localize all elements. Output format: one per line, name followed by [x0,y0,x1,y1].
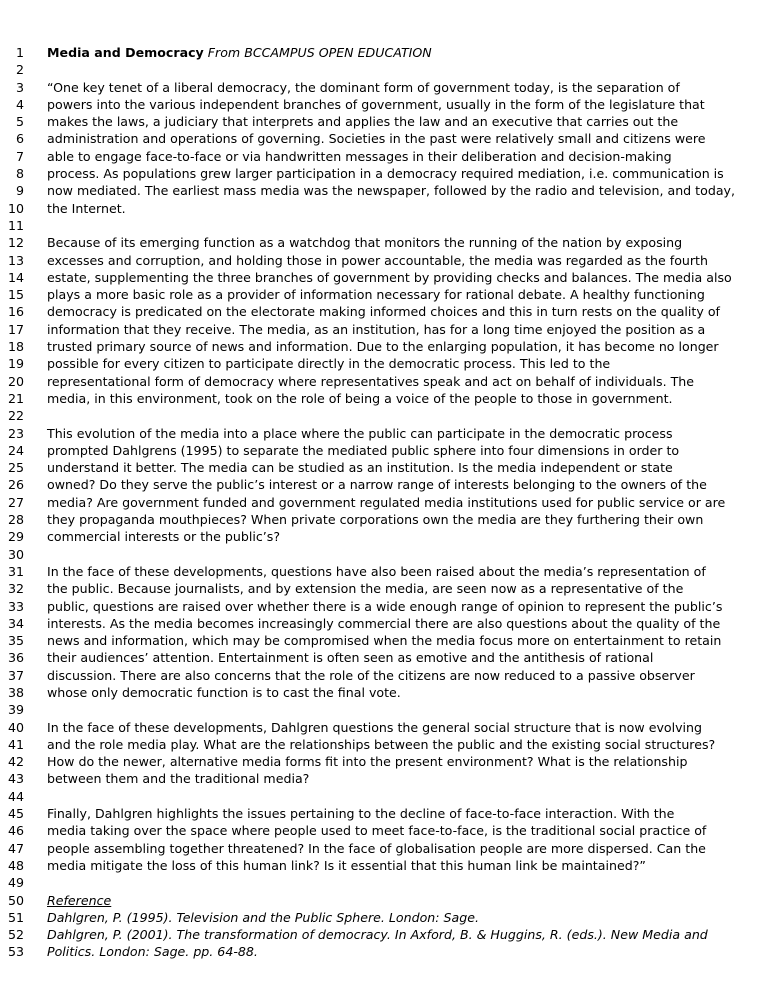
text-line [0,269,768,286]
text-run: information that they receive. The media, as an institution, has for a long time enjoyed the position as a [47,321,706,337]
text-run: From BCCAMPUS OPEN EDUCATION [207,45,432,60]
line-number: 38 [7,684,24,700]
text-run: between them and the traditional media? [47,771,310,787]
line-text [47,96,768,113]
text-run: Dahlgren, P. (2001). The transformation of democracy. In Axford, B. & Huggins, R. (eds.). New Media and [47,927,708,943]
text-run: interests. As the media becomes increasingly commercial there are also questions about the quality of the [47,615,721,631]
text-line [0,390,768,407]
text-line [0,805,768,822]
line-text [47,943,768,960]
text-run: estate, supplementing the three branches of government by providing checks and balances. The media also [47,269,732,285]
line-number: 10 [7,200,24,216]
text-line [0,79,768,96]
line-number: 9 [15,183,24,199]
line-number: 41 [7,736,24,752]
text-run: In the face of these developments, Dahlgren questions the general social structure that is now evolving [47,719,703,735]
line-text [47,130,768,147]
line-text [47,476,768,493]
text-line [0,182,768,199]
line-text [47,857,768,874]
line-number: 14 [7,269,24,285]
line-number: 27 [7,494,24,510]
line-number: 24 [7,442,24,458]
text-line [0,840,768,857]
text-line [0,130,768,147]
text-line [0,546,768,563]
text-line [0,476,768,493]
line-number: 17 [7,321,24,337]
text-run: representational form of democracy where representatives speak and act on behalf of individuals. The [47,373,695,389]
text-line [0,459,768,476]
text-run: makes the laws, a judiciary that interprets and applies the law and an executive that carries out the [47,114,679,130]
text-line [0,788,768,805]
text-run: their audiences’ attention. Entertainment is often seen as emotive and the antithesis of rational [47,650,654,666]
text-run: people assembling together threatened? In the face of globalisation people are more dispersed. Can the [47,840,706,856]
text-line [0,563,768,580]
line-number: 43 [7,771,24,787]
text-line [0,442,768,459]
line-text [47,165,768,182]
text-run: Finally, Dahlgren highlights the issues pertaining to the decline of face-to-face interaction. With the [47,806,675,822]
text-line [0,494,768,511]
text-run: “One key tenet of a liberal democracy, the dominant form of government today, is the separation of [47,79,680,95]
text-run: discussion. There are also concerns that the role of the citizens are now reduced to a passive observer [47,667,695,683]
text-line [0,511,768,528]
text-line [0,44,768,61]
line-text [47,459,768,476]
line-text [47,442,768,459]
text-run: the Internet. [47,200,126,216]
text-run: understand it better. The media can be studied as an institution. Is the media independent or state [47,460,673,476]
line-number: 47 [7,840,24,856]
text-run: the public. Because journalists, and by extension the media, are seen now as a representative of the [47,581,684,597]
text-run: prompted Dahlgrens (1995) to separate the mediated public sphere into four dimensions in order to [47,442,680,458]
text-run: media, in this environment, took on the role of being a voice of the people to those in government. [47,390,673,406]
line-number: 30 [7,546,24,562]
text-line [0,736,768,753]
text-run: administration and operations of governing. Societies in the past were relatively small and citizens were [47,131,706,147]
text-line [0,286,768,303]
line-text [47,234,768,251]
line-text [47,425,768,442]
line-number: 20 [7,373,24,389]
line-number: 15 [7,287,24,303]
text-line [0,822,768,839]
text-line [0,303,768,320]
line-text [47,494,768,511]
text-line [0,615,768,632]
text-run: excesses and corruption, and holding those in power accountable, the media was regarded as the fourth [47,252,708,268]
text-line [0,684,768,701]
line-number: 44 [7,788,24,804]
text-line [0,874,768,891]
line-number: 3 [15,79,24,95]
text-line [0,909,768,926]
text-run: possible for every citizen to participate directly in the democratic process. This led to the [47,356,611,372]
line-number: 29 [7,529,24,545]
line-text [47,563,768,580]
line-text [47,822,768,839]
line-text [47,321,768,338]
line-number: 18 [7,339,24,355]
text-run: media mitigate the loss of this human link? Is it essential that this human link be maintained?” [47,857,646,873]
text-run: they propaganda mouthpieces? When private corporations own the media are they furthering their own [47,512,704,528]
text-line [0,598,768,615]
text-line [0,113,768,130]
text-line [0,425,768,442]
text-line [0,719,768,736]
line-number: 31 [7,563,24,579]
text-line [0,61,768,78]
line-number: 21 [7,390,24,406]
line-number: 11 [7,217,24,233]
line-text [47,200,768,217]
text-run: plays a more basic role as a provider of information necessary for rational debate. A healthy functioning [47,287,705,303]
text-line [0,148,768,165]
text-run: powers into the various independent branches of government, usually in the form of the legislature that [47,96,705,112]
line-number: 8 [15,166,24,182]
line-number: 49 [7,875,24,891]
line-text [47,511,768,528]
line-text [47,719,768,736]
line-number: 52 [7,927,24,943]
line-number: 42 [7,754,24,770]
line-number: 50 [7,892,24,908]
document-body [0,44,768,961]
text-line [0,355,768,372]
line-text [47,667,768,684]
line-text [47,148,768,165]
line-number: 48 [7,857,24,873]
line-number: 13 [7,252,24,268]
text-run: trusted primary source of news and information. Due to the enlarging population, it has become no longer [47,339,719,355]
line-text [47,598,768,615]
line-number: 7 [15,148,24,164]
line-text [47,303,768,320]
line-text [47,182,768,199]
line-number: 12 [7,235,24,251]
line-text [47,649,768,666]
text-run: media taking over the space where people used to meet face-to-face, is the traditional social practice of [47,823,707,839]
line-number: 2 [15,62,24,78]
text-run: In the face of these developments, questions have also been raised about the media’s representation of [47,563,706,579]
line-number: 28 [7,512,24,528]
line-number: 5 [15,114,24,130]
text-line [0,373,768,390]
line-text [47,840,768,857]
line-text [47,580,768,597]
line-number: 36 [7,650,24,666]
text-run: public, questions are raised over whether there is a wide enough range of opinion to represent the public’s [47,598,723,614]
text-line [0,217,768,234]
line-text [47,805,768,822]
text-run: democracy is predicated on the electorate making informed choices and this in turn rests on the quality of [47,304,720,320]
text-line [0,649,768,666]
line-text [47,113,768,130]
line-text [47,338,768,355]
text-run: media? Are government funded and government regulated media institutions used for public service or are [47,494,726,510]
line-text [47,286,768,303]
line-number: 45 [7,806,24,822]
line-number: 1 [15,45,24,60]
text-line [0,667,768,684]
text-run: commercial interests or the public’s? [47,529,281,545]
text-run: able to engage face-to-face or via handwritten messages in their deliberation and decision-making [47,148,672,164]
text-line [0,200,768,217]
line-number: 40 [7,719,24,735]
text-run: owned? Do they serve the public’s interest or a narrow range of interests belonging to the owners of the [47,477,707,493]
text-line [0,943,768,960]
text-line [0,770,768,787]
text-line [0,701,768,718]
reference-heading: Reference [47,892,112,908]
line-number: 22 [7,408,24,424]
line-number: 6 [15,131,24,147]
line-number: 51 [7,909,24,925]
text-run: and the role media play. What are the relationships between the public and the existing social structures? [47,736,716,752]
text-line [0,857,768,874]
line-text [47,44,768,61]
line-text [47,252,768,269]
text-run: Politics. London: Sage. pp. 64-88. [47,944,258,960]
text-line [0,96,768,113]
line-text [47,632,768,649]
line-text [47,770,768,787]
document-title: Media and Democracy [47,45,204,60]
line-text [47,355,768,372]
text-line [0,528,768,545]
text-run: whose only democratic function is to cast the final vote. [47,684,401,700]
line-number: 33 [7,598,24,614]
line-text [47,909,768,926]
line-text [47,736,768,753]
line-text [47,926,768,943]
line-number: 39 [7,702,24,718]
text-run: This evolution of the media into a place where the public can participate in the democratic process [47,425,673,441]
line-text [47,373,768,390]
text-line [0,926,768,943]
text-run: now mediated. The earliest mass media was the newspaper, followed by the radio and television, and today, [47,183,735,199]
text-run: Because of its emerging function as a watchdog that monitors the running of the nation by exposing [47,235,683,251]
line-number: 26 [7,477,24,493]
line-text [47,753,768,770]
text-line [0,321,768,338]
line-text [47,892,768,909]
line-number: 16 [7,304,24,320]
line-number: 35 [7,633,24,649]
line-number: 19 [7,356,24,372]
line-text [47,269,768,286]
line-number: 53 [7,944,24,960]
line-text [47,615,768,632]
line-number: 23 [7,425,24,441]
line-number: 34 [7,615,24,631]
line-text [47,390,768,407]
text-run: Dahlgren, P. (1995). Television and the Public Sphere. London: Sage. [47,909,479,925]
text-line [0,234,768,251]
text-line [0,580,768,597]
line-number: 46 [7,823,24,839]
line-number: 32 [7,581,24,597]
text-line [0,407,768,424]
text-run: process. As populations grew larger participation in a democracy required mediation, i.e. communication is [47,166,724,182]
line-number: 37 [7,667,24,683]
text-line [0,632,768,649]
text-run: How do the newer, alternative media forms fit into the present environment? What is the relationship [47,754,688,770]
text-line [0,165,768,182]
line-text [47,684,768,701]
line-number: 25 [7,460,24,476]
text-line [0,252,768,269]
line-text [47,79,768,96]
line-text [47,528,768,545]
text-line [0,338,768,355]
text-run: news and information, which may be compromised when the media focus more on entertainment to retain [47,633,722,649]
text-line [0,892,768,909]
text-line [0,753,768,770]
line-number: 4 [15,96,24,112]
